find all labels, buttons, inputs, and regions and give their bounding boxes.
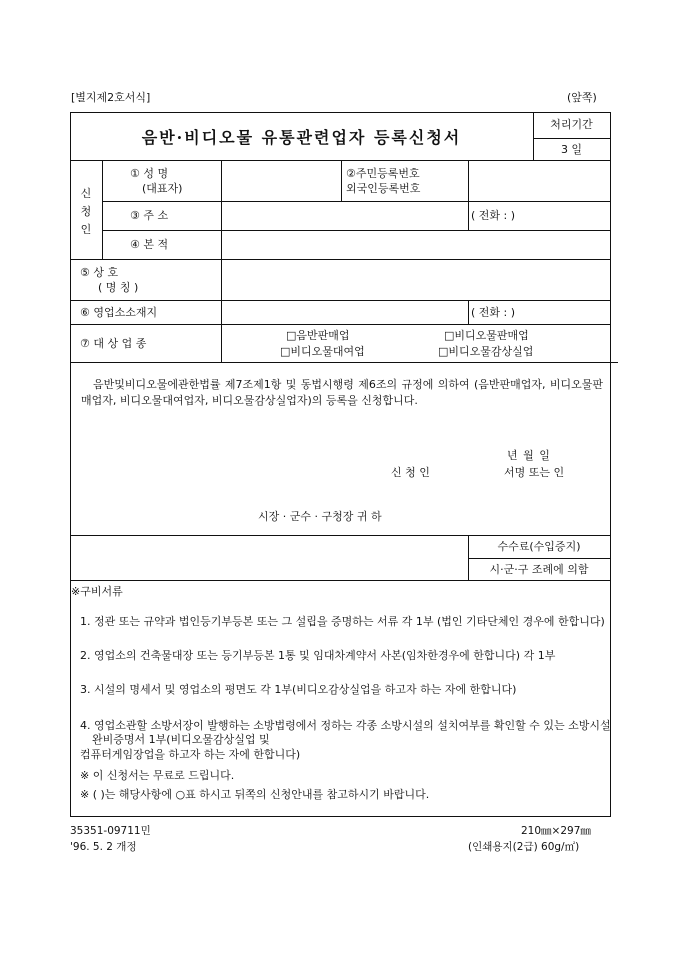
- addressee: 시장 · 군수 · 구청장 귀 하: [258, 510, 382, 523]
- resident-number-label: ②주민등록번호: [346, 167, 420, 180]
- sign-or-seal-label: 서명 또는 인: [504, 466, 565, 479]
- address-label: ③ 주 소: [130, 209, 169, 222]
- processing-period-value: 3 일: [560, 143, 583, 156]
- trade-name-field[interactable]: [222, 260, 609, 299]
- paper-size: 210㎜×297㎜: [521, 825, 591, 837]
- name-field[interactable]: [222, 161, 340, 200]
- instruction-note: ※ ( )는 해당사항에 ○표 하시고 뒤쪽의 신청안내를 참고하시기 바랍니다.: [80, 788, 430, 801]
- domicile-field[interactable]: [222, 231, 609, 258]
- document-item-3: 3. 시설의 명세서 및 영업소의 평면도 각 1부(비디오감상실업을 하고자 하는 자에 한합니다): [80, 683, 517, 696]
- applicant-label-2: 청: [80, 205, 92, 218]
- free-form-note: ※ 이 신청서는 무료로 드립니다.: [80, 769, 235, 782]
- declaration-text: 음반및비디오물에관한법률 제7조제1항 및 동법시행령 제6조의 규정에 의하여 (음반판매업자, 비디오물판매업자, 비디오물대여업자, 비디오물감상실업자)의 등록을 신청합니다.: [81, 378, 603, 407]
- applicant-sign-label: 신 청 인: [391, 466, 430, 479]
- fee-value: 시·군·구 조례에 의함: [489, 563, 589, 576]
- fee-label: 수수료(수입증지): [497, 540, 581, 553]
- business-type-label: ⑦ 대 상 업 종: [80, 337, 147, 350]
- foreigner-number-label: 외국인등록번호: [346, 182, 421, 195]
- address-field[interactable]: [222, 202, 467, 229]
- option-record-sales[interactable]: □음반판매업: [286, 329, 350, 342]
- option-video-viewing-room[interactable]: □비디오물감상실업: [438, 345, 534, 358]
- document-item-1: 1. 정관 또는 규약과 법인등기부등본 또는 그 설립을 증명하는 서류 각 1부 (법인 기타단체인 경우에 한합니다): [80, 615, 605, 628]
- form-code: 35351-09711민: [70, 825, 151, 837]
- form-number: [별지제2호서식]: [71, 91, 151, 104]
- location-phone: ( 전화 : ): [471, 306, 516, 319]
- page-side-label: (앞쪽): [567, 91, 597, 104]
- location-field[interactable]: [222, 301, 467, 323]
- option-video-sales[interactable]: □비디오물판매업: [444, 329, 529, 342]
- paper-spec: (인쇄용지(2급) 60g/㎡): [468, 841, 580, 853]
- representative-label: (대표자): [142, 182, 183, 195]
- processing-period-label: 처리기간: [550, 118, 593, 131]
- form-title: 음반·비디오물 유통관련업자 등록신청서: [141, 128, 462, 147]
- name-label: ① 성 명: [130, 167, 169, 180]
- address-phone: ( 전화 : ): [471, 209, 516, 222]
- documents-heading: ※구비서류: [71, 585, 123, 598]
- date-label: 년 월 일: [507, 449, 550, 462]
- resident-number-field[interactable]: [469, 161, 609, 200]
- applicant-label-3: 인: [80, 223, 92, 236]
- document-item-4-continued: 컴퓨터게임장업을 하고자 하는 자에 한합니다): [80, 748, 301, 761]
- option-video-rental[interactable]: □비디오물대여업: [280, 345, 365, 358]
- business-name-label: ( 명 칭 ): [98, 281, 139, 294]
- document-item-2: 2. 영업소의 건축물대장 또는 등기부등본 1통 및 임대차계약서 사본(임차한경우에 한합니다) 각 1부: [80, 649, 556, 662]
- signature-field[interactable]: [450, 462, 500, 480]
- applicant-label-1: 신: [80, 187, 92, 200]
- trade-name-label: ⑤ 상 호: [80, 266, 119, 279]
- revision-date: '96. 5. 2 개정: [70, 841, 137, 853]
- document-item-4: 4. 영업소관할 소방서장이 발행하는 소방법령에서 정하는 각종 소방시설의 설치여부를 확인할 수 있는 소방시설완비증명서 1부(비디오물감상실업 및: [80, 719, 611, 746]
- location-label: ⑥ 영업소소재지: [80, 306, 158, 319]
- domicile-label: ④ 본 적: [130, 238, 169, 251]
